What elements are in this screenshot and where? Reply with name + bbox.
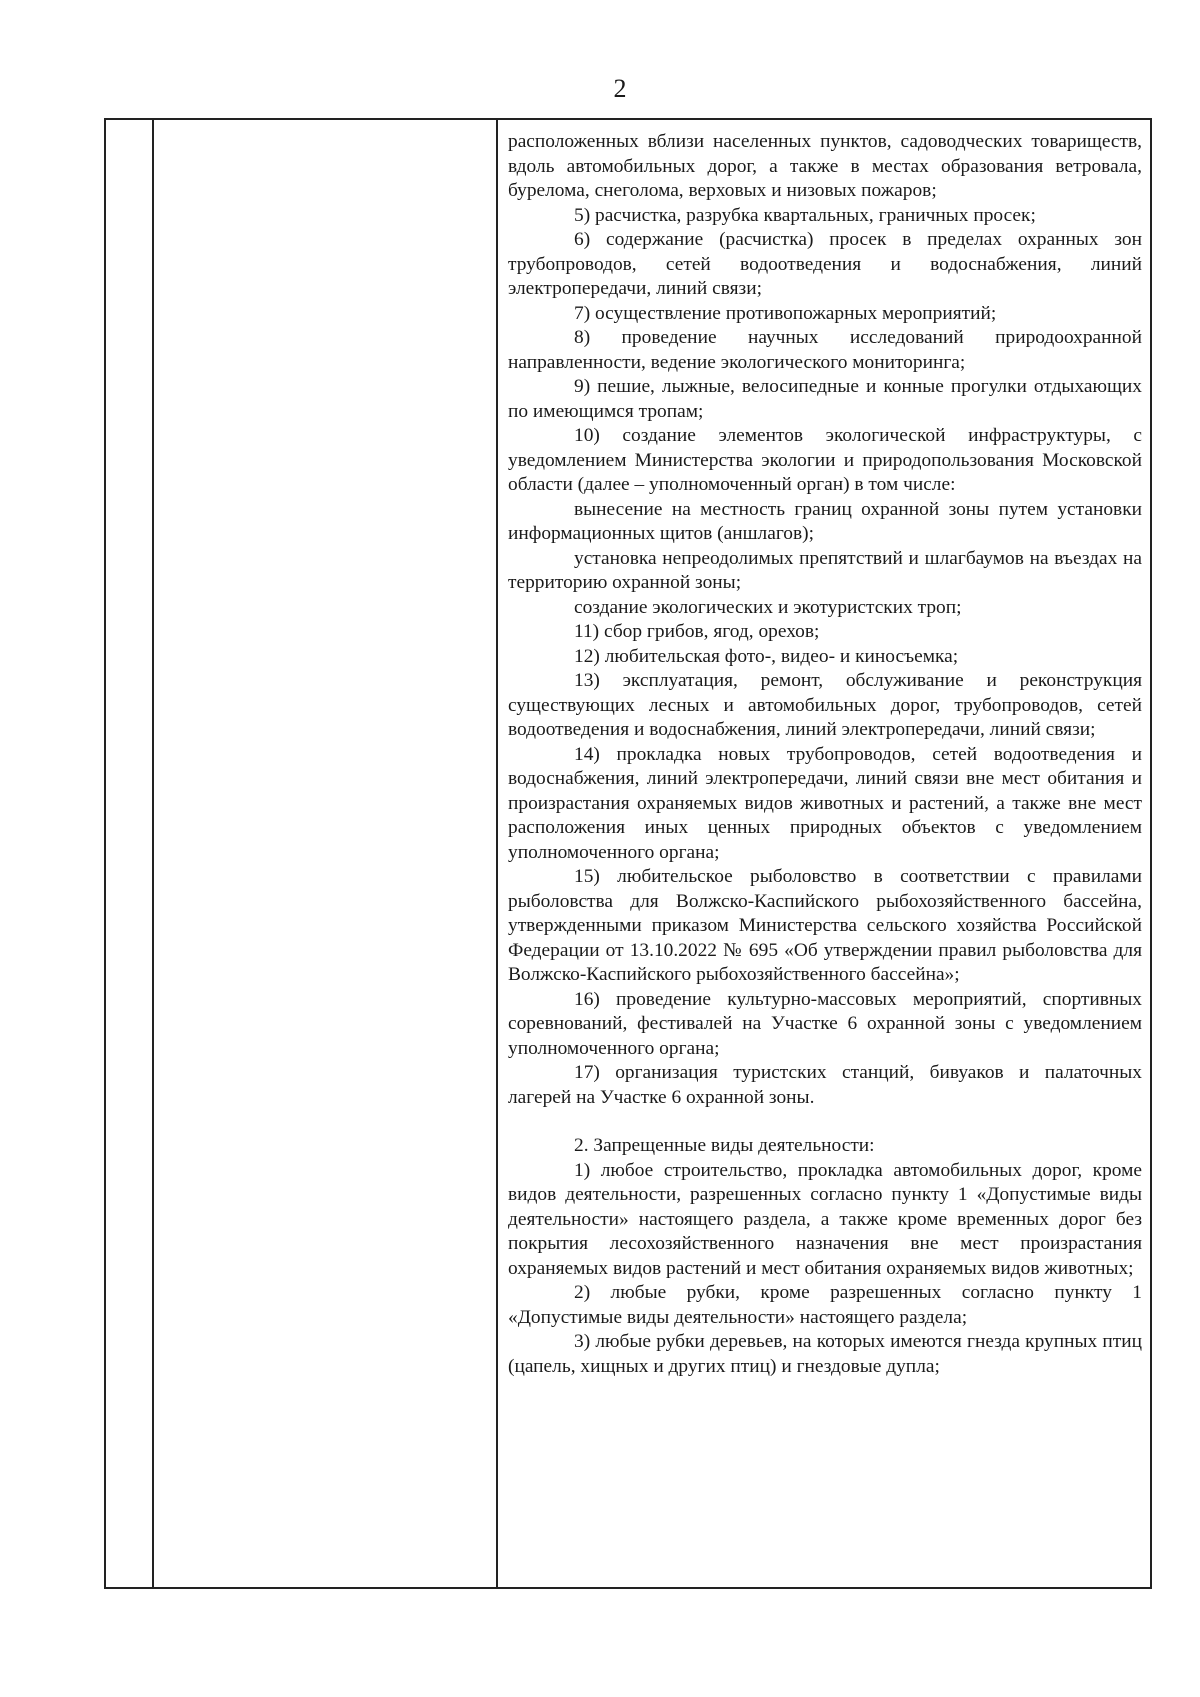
section-heading: 2. Запрещенные виды деятельности: [574, 1135, 875, 1156]
table-left-border [104, 118, 106, 1588]
page-number: 2 [613, 74, 627, 103]
table-column-divider-1 [152, 118, 154, 1588]
table-column-divider-2 [496, 118, 498, 1588]
table-top-border [104, 118, 1152, 120]
permitted-item: 11) сбор грибов, ягод, орехов; [574, 621, 820, 642]
permitted-item: 13) эксплуатация, ремонт, обслуживание и реконструкция существующих лесных и автомобильных дорог, трубопроводов, сетей водоотведения и водоснабжения, линий электропередачи, линий связи; [508, 670, 1142, 740]
permitted-item: 8) проведение научных исследований природоохранной направленности, ведение экологического мониторинга; [508, 327, 1142, 373]
permitted-item: 10) создание элементов экологической инфраструктуры, с уведомлением Министерства экологии и природопользования Московской области (далее – уполномоченный орган) в том числе: [508, 425, 1142, 495]
permitted-item: 14) прокладка новых трубопроводов, сетей водоотведения и водоснабжения, линий электропередачи, линий связи вне мест обитания и произрастания охраняемых видов животных и растений, а также вне мест расположения иных ценных природных объектов с уведомлением уполномоченного органа; [508, 743, 1142, 863]
table-right-border [1150, 118, 1152, 1588]
prohibited-item: 3) любые рубки деревьев, на которых имеются гнезда крупных птиц (цапель, хищных и других птиц) и гнездовые дупла; [508, 1331, 1142, 1377]
table-bottom-border [104, 1587, 1152, 1589]
permitted-activities-list [508, 130, 1142, 1110]
permitted-item: создание экологических и экотуристских троп; [574, 596, 962, 618]
document-table [104, 118, 1152, 1588]
permitted-item: 15) любительское рыболовство в соответствии с правилами рыболовства для Волжско-Каспийского рыбохозяйственного бассейна, утвержденными приказом Министерства сельского хозяйства Российской Федерации от 13.10.2022 № 695 «Об утверждении правил рыболовства для Волжско-Каспийского рыбохозяйственного бассейна»; [508, 866, 1142, 985]
permitted-item: 9) пешие, лыжные, велосипедные и конные прогулки отдыхающих по имеющимся тропам; [508, 376, 1142, 422]
permitted-item: 16) проведение культурно-массовых мероприятий, спортивных соревнований, фестивалей на Участке 6 охранной зоны с уведомлением уполномоченного органа; [508, 988, 1142, 1059]
prohibited-item: 1) любое строительство, прокладка автомобильных дорог, кроме видов деятельности, разрешенных согласно пункту 1 «Допустимые виды деятельности» настоящего раздела, а также кроме временных дорог без покрытия лесохозяйственного назначения вне мест произрастания охраняемых видов растений и мест обитания охраняемых видов животных; [508, 1159, 1142, 1279]
permitted-item: 7) осуществление противопожарных мероприятий; [574, 302, 997, 324]
prohibited-activities-list [508, 1159, 1142, 1380]
prohibited-item: 2) любые рубки, кроме разрешенных согласно пункту 1 «Допустимые виды деятельности» настоящего раздела; [508, 1282, 1142, 1328]
permitted-item: 6) содержание (расчистка) просек в пределах охранных зон трубопроводов, сетей водоотведения и водоснабжения, линий электропередачи, линий связи; [508, 229, 1142, 299]
permitted-item: 5) расчистка, разрубка квартальных, граничных просек; [574, 204, 1036, 226]
permitted-item: 17) организация туристских станций, бивуаков и палаточных лагерей на Участке 6 охранной зоны. [508, 1062, 1142, 1108]
permitted-item: установка непреодолимых препятствий и шлагбаумов на въездах на территорию охранной зоны; [508, 547, 1142, 593]
section-spacer [508, 1110, 1142, 1134]
permitted-item: вынесение на местность границ охранной зоны путем установки информационных щитов (аншлагов); [508, 498, 1142, 544]
content-cell [508, 130, 1142, 1379]
permitted-item: 12) любительская фото-, видео- и киносъемка; [574, 645, 959, 667]
permitted-item: расположенных вблизи населенных пунктов, садоводческих товариществ, вдоль автомобильных дорог, а также в местах образования ветровала, бурелома, снеголома, верховых и низовых пожаров; [508, 131, 1142, 201]
